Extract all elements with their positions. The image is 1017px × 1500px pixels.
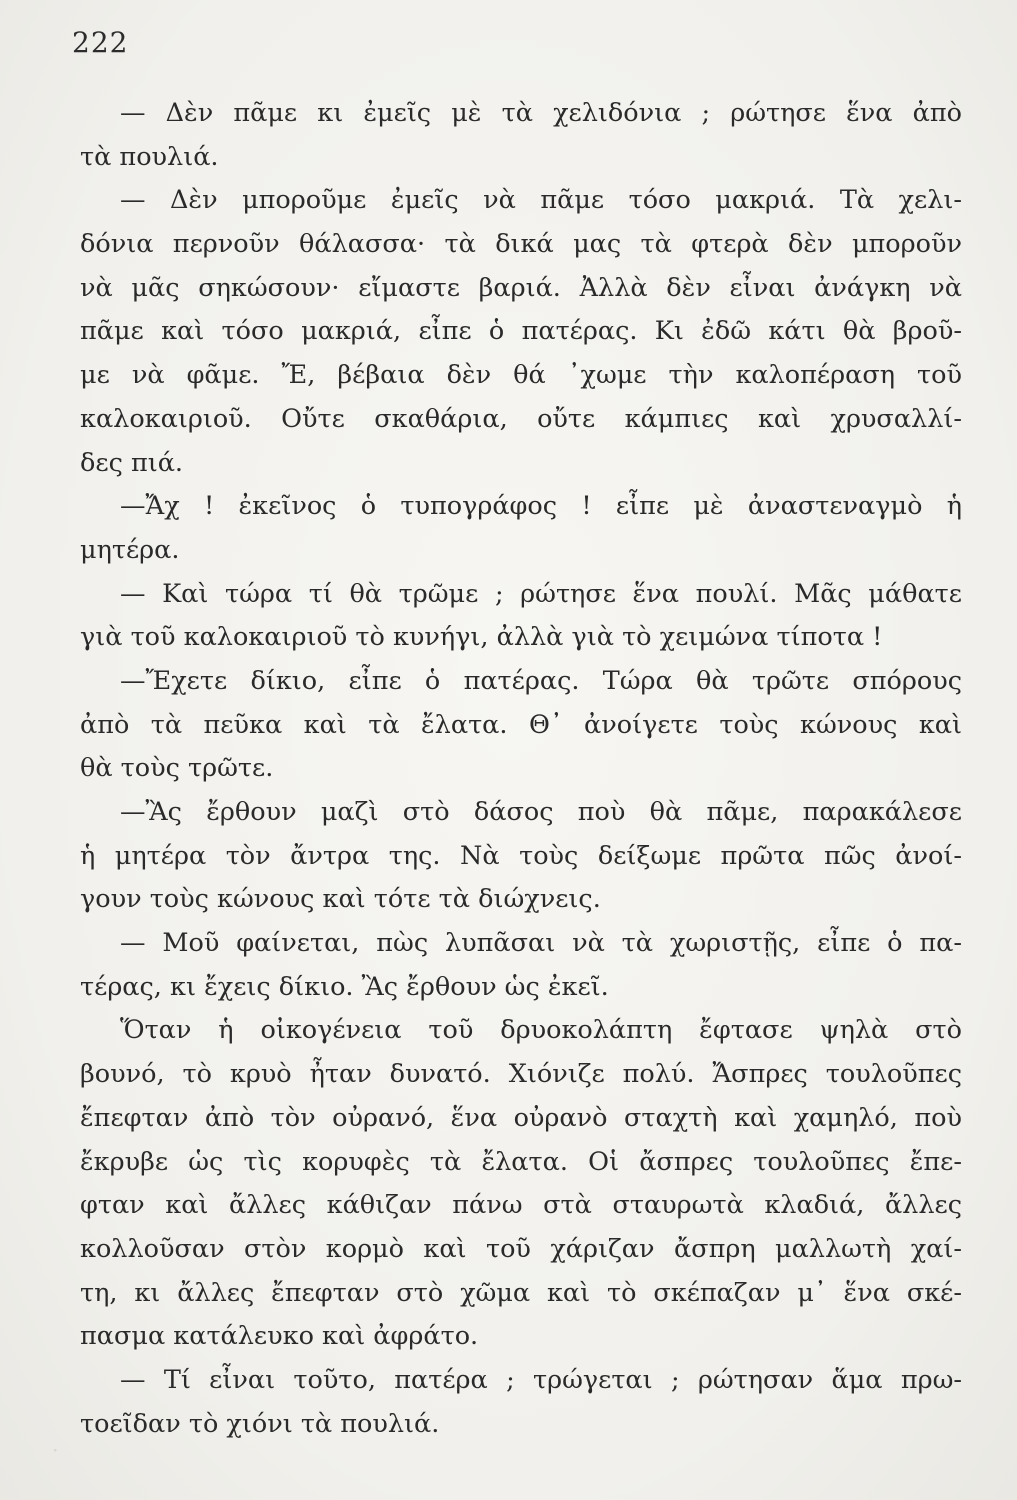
text-line: πᾶμε καὶ τόσο μακριά, εἶπε ὁ πατέρας. Κι ἐδῶ κάτι θὰ βροῦ-	[80, 316, 962, 347]
text-line: — Μοῦ φαίνεται, πὼς λυπᾶσαι νὰ τὰ χωριστῇς, εἶπε ὁ πα-	[120, 928, 962, 959]
text-line: πασμα κατάλευκο καὶ ἀφράτο.	[80, 1321, 479, 1352]
page-smudge: ·	[52, 1438, 59, 1462]
text-line: — Τί εἶναι τοῦτο, πατέρα ; τρώγεται ; ρώτησαν ἅμα πρω-	[120, 1364, 962, 1395]
text-line: βουνό, τὸ κρυὸ ἦταν δυνατό. Χιόνιζε πολύ. Ἄσπρες τουλοῦπες	[80, 1059, 962, 1090]
text-line: θὰ τοὺς τρῶτε.	[80, 753, 274, 784]
text-line: —Ἂς ἔρθουν μαζὶ στὸ δάσος ποὺ θὰ πᾶμε, παρακάλεσε	[120, 797, 962, 827]
text-line: φταν καὶ ἄλλες κάθιζαν πάνω στὰ σταυρωτὰ κλαδιά, ἄλλες	[80, 1190, 962, 1221]
text-line: —Ἄχ ! ἐκεῖνος ὁ τυπογράφος ! εἶπε μὲ ἀναστεναγμὸ ἡ	[120, 491, 962, 522]
text-line: με νὰ φᾶμε. Ἔ, βέβαια δὲν θά ᾿χωμε τὴν καλοπέραση τοῦ	[80, 360, 962, 391]
text-line: δόνια περνοῦν θάλασσα· τὰ δικά μας τὰ φτερὰ δὲν μποροῦν	[80, 229, 962, 260]
text-line: — Καὶ τώρα τί θὰ τρῶμε ; ρώτησε ἕνα πουλί. Μᾶς μάθατε	[120, 578, 962, 609]
text-line: — Δὲν μποροῦμε ἐμεῖς νὰ πᾶμε τόσο μακριά. Τὰ χελι-	[120, 185, 962, 216]
text-line: κολλοῦσαν στὸν κορμὸ καὶ τοῦ χάριζαν ἄσπρη μαλλωτὴ χαί-	[80, 1233, 962, 1264]
text-line: δες πιά.	[80, 447, 184, 478]
text-line: τέρας, κι ἔχεις δίκιο. Ἂς ἔρθουν ὡς ἐκεῖ.	[80, 971, 609, 1002]
text-line: — Δὲν πᾶμε κι ἐμεῖς μὲ τὰ χελιδόνια ; ρώτησε ἕνα ἀπὸ	[120, 98, 962, 128]
text-line: μητέρα.	[80, 534, 180, 565]
text-line: τὰ πουλιά.	[80, 141, 219, 172]
text-line: ἔκρυβε ὡς τὶς κορυφὲς τὰ ἔλατα. Οἱ ἄσπρες τουλοῦπες ἔπε-	[80, 1146, 962, 1177]
text-line: καλοκαιριοῦ. Οὔτε σκαθάρια, οὔτε κάμπιες καὶ χρυσαλλί-	[80, 403, 962, 434]
page-number: 222	[72, 26, 129, 59]
text-line: ἡ μητέρα τὸν ἄντρα της. Νὰ τοὺς δείξωμε πρῶτα πῶς ἀνοί-	[80, 840, 962, 871]
text-line: γιὰ τοῦ καλοκαιριοῦ τὸ κυνήγι, ἀλλὰ γιὰ τὸ χειμώνα τίποτα !	[80, 622, 883, 653]
text-line: ἔπεφταν ἀπὸ τὸν οὐρανό, ἕνα οὐρανὸ σταχτὴ καὶ χαμηλό, ποὺ	[80, 1102, 962, 1133]
text-line: γουν τοὺς κώνους καὶ τότε τὰ διώχνεις.	[80, 884, 601, 915]
text-line: —Ἔχετε δίκιο, εἶπε ὁ πατέρας. Τώρα θὰ τρῶτε σπόρους	[120, 665, 962, 696]
text-line: τοεῖδαν τὸ χιόνι τὰ πουλιά.	[80, 1408, 440, 1439]
text-line: Ὅταν ἡ οἰκογένεια τοῦ δρυοκολάπτη ἔφτασε ψηλὰ στὸ	[120, 1015, 962, 1046]
body-text	[80, 92, 962, 1446]
text-line: νὰ μᾶς σηκώσουν· εἴμαστε βαριά. Ἀλλὰ δὲν εἶναι ἀνάγκη νὰ	[80, 272, 962, 303]
text-line: τη, κι ἄλλες ἔπεφταν στὸ χῶμα καὶ τὸ σκέπαζαν μ᾿ ἕνα σκέ-	[80, 1277, 962, 1308]
text-line: ἀπὸ τὰ πεῦκα καὶ τὰ ἔλατα. Θ᾿ ἀνοίγετε τοὺς κώνους καὶ	[80, 709, 962, 740]
